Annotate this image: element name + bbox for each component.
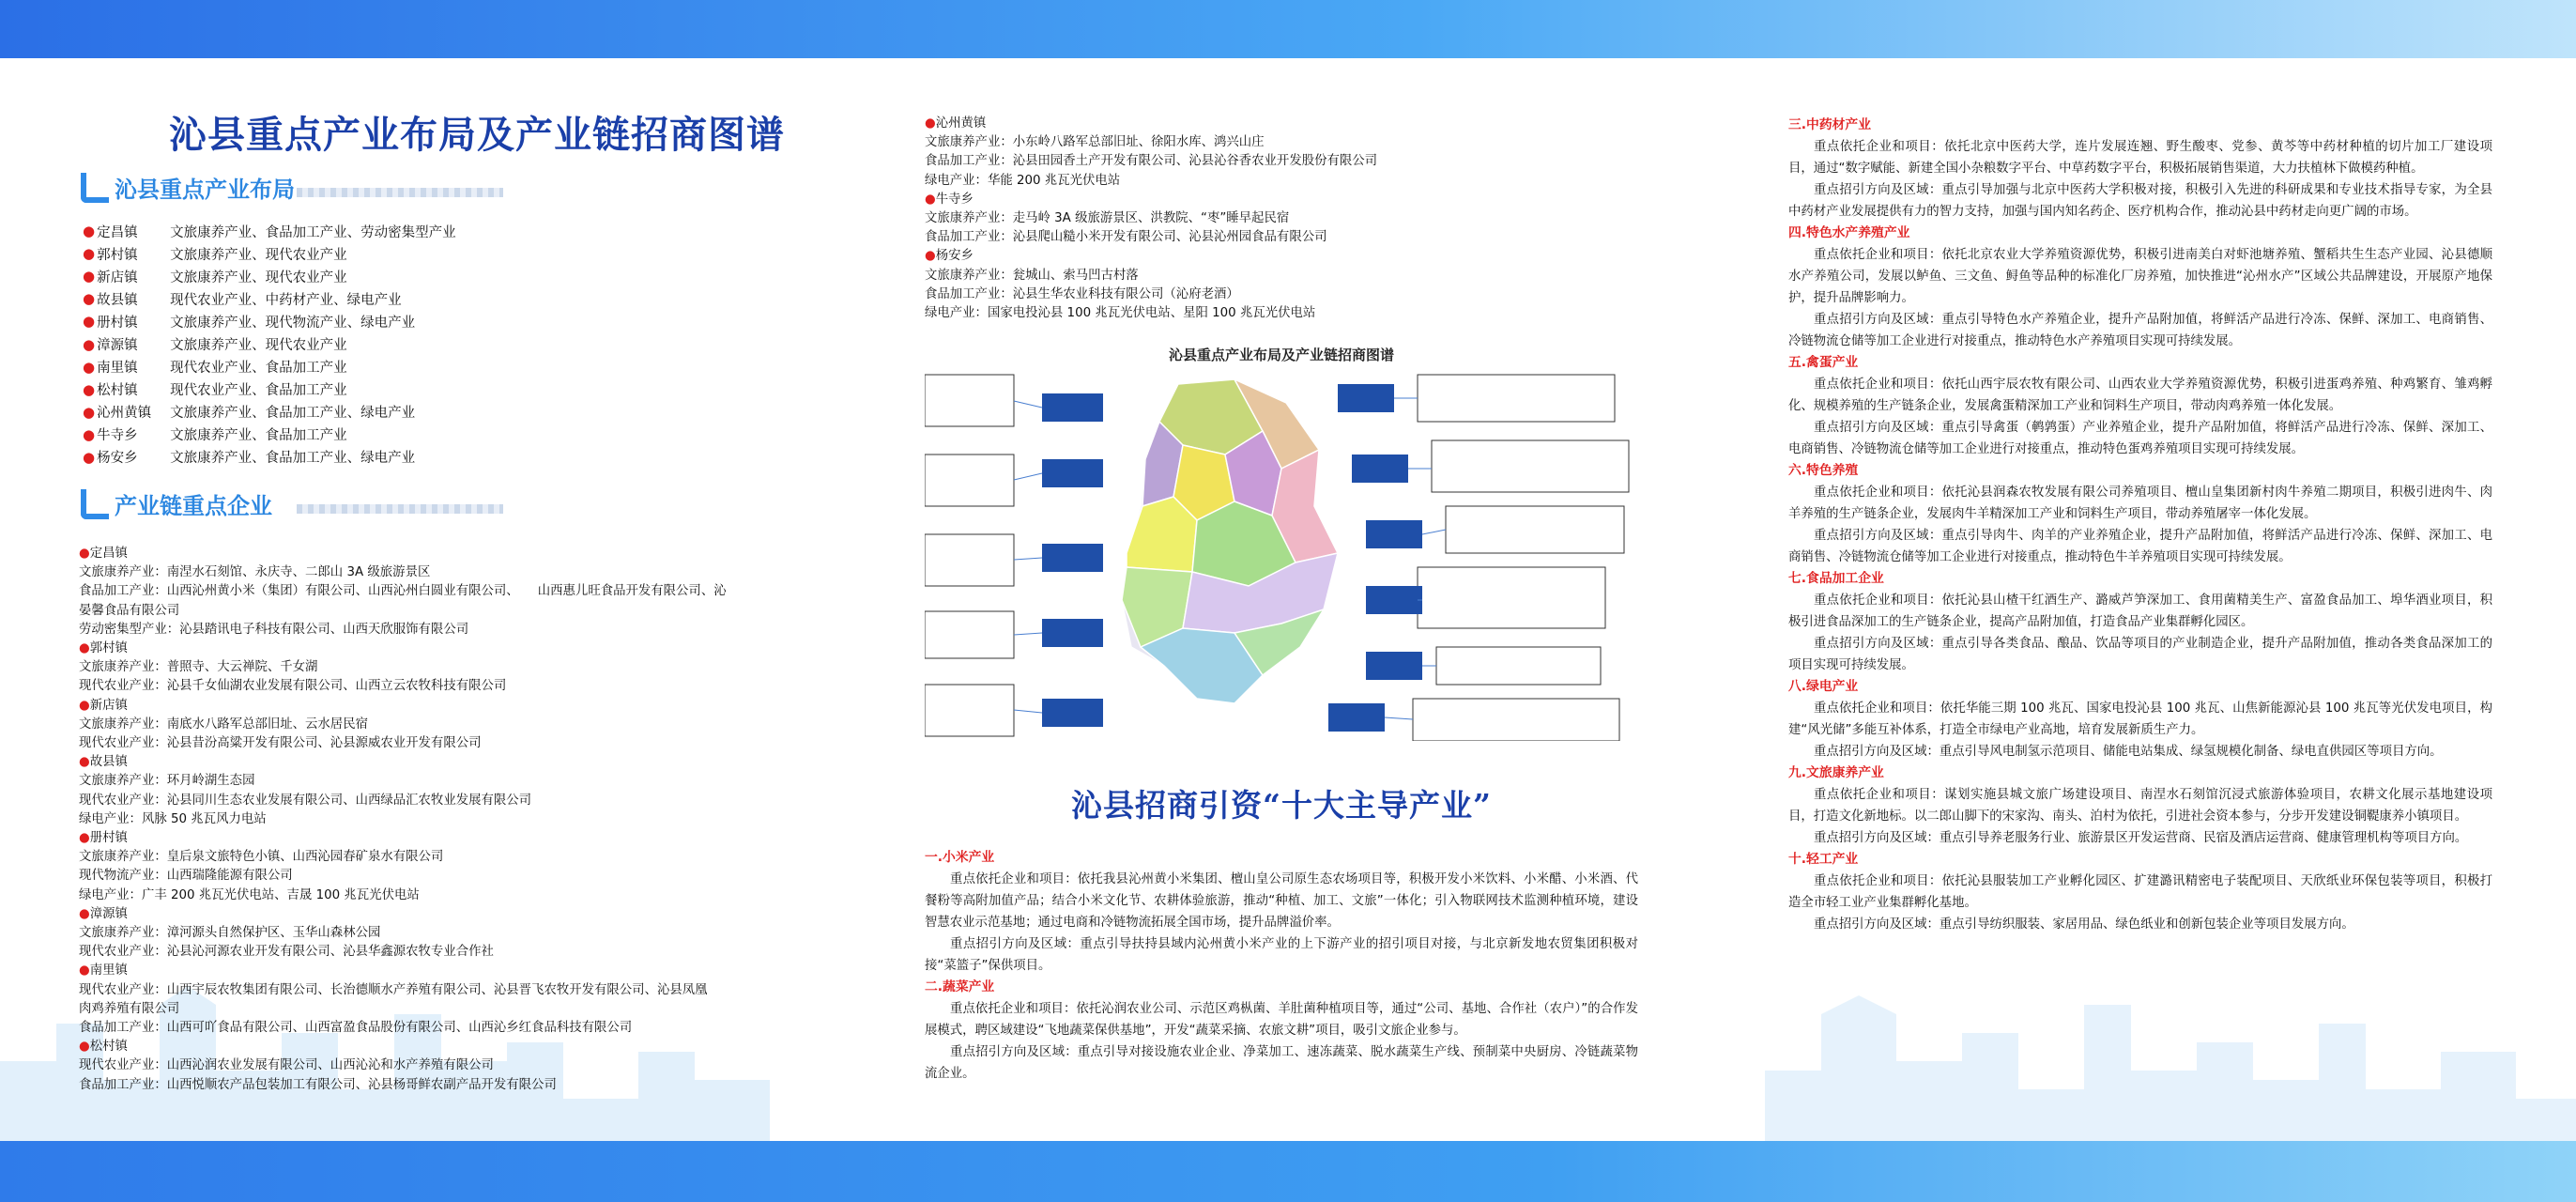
enterprise-text: 现代农业产业：沁县同川生态农业发展有限公司、山西绿品汇农牧业发展有限公司 [79, 793, 532, 808]
bullet-dot-icon: ● [79, 963, 90, 979]
town-industries: 文旅康养产业、食品加工产业、绿电产业 [170, 451, 416, 467]
enterprise-text: 食品加工产业：沁县爬山糙小米开发有限公司、沁县沁州园食品有限公司 [925, 230, 1327, 245]
enterprise-text: 晏馨食品有限公司 [79, 603, 180, 618]
town-heading [925, 115, 1648, 133]
bottom-banner [0, 1141, 2576, 1202]
industry-heading: 二.蔬菜产业 [925, 979, 995, 994]
industry-paragraph: 重点依托企业和项目：谋划实施县城文旅广场建设项目、南涅水石刻馆沉浸式旅游体验项目，农耕文化展示基地建设项目，打造文化新地标。以二郎山脚下的宋家沟、南头、泊村为依托，引进社会资本参与，分步开发建设铜鞮康养小镇项目。 [1788, 788, 2492, 824]
industry-paragraph: 重点依托企业和项目：依托华能三期 100 兆瓦、国家电投沁县 100 兆瓦、山焦新能源沁县 100 兆瓦等光伏发电项目，构建“风光储”多能互补体系，打造全市绿电产业高地，培育发展新质生产力。 [1788, 701, 2492, 737]
town-name: 定昌镇 [97, 224, 138, 240]
town-industries: 文旅康养产业、食品加工产业、劳动密集型产业 [170, 224, 456, 240]
bullet-dot-icon: ● [83, 223, 96, 240]
town-industry-list [83, 220, 646, 469]
town-heading [925, 191, 1648, 209]
town-name: 故县镇 [97, 292, 138, 308]
enterprise-line [79, 810, 820, 829]
enterprise-text: 文旅康养产业：皇后泉文旅特色小镇、山西沁园春矿泉水有限公司 [79, 850, 444, 865]
ten-industries-title: 沁县招商引资“十大主导产业” [1071, 787, 1492, 824]
enterprise-line [79, 848, 820, 867]
town-row [83, 401, 646, 424]
town-name: 故县镇 [89, 755, 128, 770]
enterprise-text: 现代农业产业：山西宇辰农牧集团有限公司、长治德顺水产养殖有限公司、沁县晋飞农牧开发有限公司、沁县凤凰 [79, 982, 708, 997]
section-header-layout [81, 169, 522, 207]
section-bracket-icon [81, 489, 109, 519]
enterprise-text: 劳动密集型产业：沁县踏讯电子科技有限公司、山西天欣服饰有限公司 [79, 622, 469, 637]
industry-paragraph: 重点招引方向及区域：重点引导加强与北京中医药大学积极对接，积极引入先进的科研成果和专业技术指导专家，为全县中药材产业发展提供有力的智力支持，加强与国内知名药企、医疗机构合作，推动沁县中药材走向更广阔的市场。 [1788, 183, 2492, 219]
section-bracket-icon [81, 173, 109, 203]
town-industries: 文旅康养产业、现代农业产业 [170, 247, 347, 263]
map-label-box [1446, 506, 1624, 553]
town-name: 定昌镇 [89, 547, 128, 561]
industry-paragraph: 重点招引方向及区域：重点引导禽蛋（鹌鹑蛋）产业养殖企业，提升产品附加值，将鲜活产品进行冷冻、保鲜、深加工、电商销售、冷链物流仓储等加工企业进行对接重点，推动特色蛋鸡养殖项目实现可持续发展。 [1788, 421, 2492, 456]
middle-column [925, 58, 1648, 1141]
bullet-dot-icon: ● [83, 245, 96, 263]
industry-map-figure [925, 345, 1638, 739]
town-heading [79, 545, 820, 563]
enterprise-line [925, 133, 1648, 152]
enterprise-line [79, 1019, 820, 1038]
section-title: 沁县重点产业布局 [115, 177, 295, 203]
industry-paragraph: 重点依托企业和项目：依托沁县山楂干红酒生产、潞威芦笋深加工、食用菌精美生产、富盈食品加工、埠华酒业项目，积极引进食品深加工的生产链条企业，提高产品附加值，打造食品产业集群孵化园区。 [1788, 593, 2492, 629]
town-row [83, 220, 646, 242]
bullet-dot-icon: ● [925, 192, 936, 207]
enterprise-line [79, 582, 820, 601]
town-name: 郭村镇 [97, 247, 138, 263]
enterprise-line [79, 1000, 820, 1019]
enterprise-text: 文旅康养产业：漳河源头自然保护区、玉华山森林公园 [79, 926, 381, 941]
industry-heading: 五.禽蛋产业 [1788, 355, 1859, 370]
industry-heading: 三.中药材产业 [1788, 117, 1872, 132]
enterprise-line [79, 621, 820, 640]
enterprise-line [79, 1056, 820, 1075]
bullet-dot-icon: ● [83, 290, 96, 308]
page-title: 沁县重点产业布局及产业链招商图谱 [169, 113, 785, 157]
enterprise-line [79, 677, 820, 696]
enterprise-text: 绿电产业：风脉 50 兆瓦风力电站 [79, 811, 267, 826]
town-industries: 文旅康养产业、食品加工产业、绿电产业 [170, 406, 416, 422]
industry-paragraph: 重点招引方向及区域：重点引导对接设施农业企业、净菜加工、速冻蔬菜、脱水蔬菜生产线、预制菜中央厨房、冷链蔬菜物流企业。 [925, 1045, 1638, 1081]
map-label-box [1436, 647, 1601, 685]
bullet-dot-icon: ● [83, 335, 96, 353]
town-name: 牛寺乡 [935, 192, 974, 207]
enterprise-text: 文旅康养产业：普照寺、大云禅院、千女湖 [79, 660, 318, 675]
town-industries: 文旅康养产业、食品加工产业 [170, 428, 347, 444]
enterprise-text: 食品加工产业：山西沁州黄小米（集团）有限公司、山西沁州白圆业有限公司、 山西惠儿旺食品开发有限公司、沁 [79, 584, 727, 599]
town-heading [79, 829, 820, 848]
map-label-box [925, 455, 1014, 506]
town-name: 郭村镇 [89, 641, 128, 656]
industry-heading: 七.食品加工企业 [1788, 571, 1884, 586]
enterprise-text: 文旅康养产业：走马岭 3A 级旅游景区、洪教院、“枣”睡早起民宿 [925, 211, 1290, 226]
enterprise-line [925, 228, 1648, 247]
town-name: 南里镇 [89, 963, 128, 979]
town-industries: 现代农业产业、食品加工产业 [170, 383, 347, 399]
enterprise-line [79, 981, 820, 1000]
industry-heading: 四.特色水产养殖产业 [1788, 225, 1910, 240]
top-banner [0, 0, 2576, 58]
enterprise-line [925, 152, 1648, 171]
enterprise-line [925, 304, 1648, 323]
enterprise-line [79, 602, 820, 621]
enterprise-text: 现代农业产业：沁县昔汾高粱开发有限公司、沁县源威农业开发有限公司 [79, 736, 482, 751]
enterprise-text: 现代农业产业：沁县沁河源农业开发有限公司、沁县华鑫源农牧专业合作社 [79, 945, 494, 960]
enterprise-line [79, 734, 820, 753]
town-name: 杨安乡 [97, 451, 138, 467]
town-name: 漳源镇 [89, 906, 128, 921]
town-name: 册村镇 [97, 315, 138, 331]
industry-paragraph: 重点依托企业和项目：依托沁县润森农牧发展有限公司养殖项目、檀山皇集团新村肉牛养殖二期项目，积极引进肉牛、肉羊养殖的生产链条企业，发展肉牛羊精深加工产业和饲料生产项目，带动养殖屠宰一体化发展。 [1788, 485, 2492, 521]
enterprise-line [925, 267, 1648, 285]
section-stripe [297, 188, 503, 197]
left-column [66, 58, 817, 1141]
bullet-dot-icon: ● [925, 249, 936, 264]
enterprise-list-continued [925, 115, 1648, 323]
section-title: 产业链重点企业 [115, 493, 272, 519]
enterprise-text: 文旅康养产业：环月岭湖生态园 [79, 774, 255, 789]
bullet-dot-icon: ● [83, 313, 96, 331]
town-name: 漳源镇 [97, 338, 138, 354]
town-industries: 文旅康养产业、现代物流产业、绿电产业 [170, 315, 416, 331]
enterprise-text: 文旅康养产业：小东岭八路军总部旧址、徐阳水库、鸿兴山庄 [925, 135, 1265, 150]
town-industries: 文旅康养产业、现代农业产业 [170, 270, 347, 285]
bullet-dot-icon: ● [79, 906, 90, 921]
enterprise-text: 绿电产业：华能 200 兆瓦光伏电站 [925, 173, 1121, 188]
town-row [83, 378, 646, 401]
bullet-dot-icon: ● [79, 547, 90, 561]
bullet-dot-icon: ● [79, 1040, 90, 1055]
bullet-dot-icon: ● [79, 755, 90, 770]
town-name: 杨安乡 [935, 249, 974, 264]
ten-industries-text-part2 [1788, 115, 2492, 935]
enterprise-text: 现代农业产业：沁县千女仙湖农业发展有限公司、山西立云农牧科技有限公司 [79, 679, 507, 694]
enterprise-line [79, 772, 820, 791]
bullet-dot-icon: ● [79, 641, 90, 656]
enterprise-text: 绿电产业：国家电投沁县 100 兆瓦光伏电站、星阳 100 兆瓦光伏电站 [925, 306, 1316, 321]
bullet-dot-icon: ● [79, 831, 90, 846]
enterprise-line [79, 658, 820, 677]
industry-heading: 六.特色养殖 [1788, 463, 1859, 478]
enterprise-text: 食品加工产业：山西可吖食品有限公司、山西富盈食品股份有限公司、山西沁乡红食品科技有限公司 [79, 1021, 633, 1036]
enterprise-text: 现代物流产业：山西瑞隆能源有限公司 [79, 869, 293, 884]
bullet-dot-icon: ● [83, 425, 96, 443]
industry-paragraph: 重点招引方向及区域：重点引导纺织服装、家居用品、绿色纸业和创新包装企业等项目发展方向。 [1814, 917, 2354, 932]
industry-paragraph: 重点招引方向及区域：重点引导养老服务行业、旅游景区开发运营商、民宿及酒店运营商、健康管理机构等项目方向。 [1814, 831, 2468, 845]
enterprise-line [79, 886, 820, 905]
map-label-box [925, 375, 1014, 426]
bullet-dot-icon: ● [925, 116, 936, 131]
map-title: 沁县重点产业布局及产业链招商图谱 [1168, 347, 1394, 363]
enterprise-text: 文旅康养产业：瓮城山、索马凹古村落 [925, 268, 1139, 283]
county-map [925, 365, 1638, 741]
enterprise-line [79, 924, 820, 943]
industry-heading: 八.绿电产业 [1788, 679, 1859, 694]
town-heading [79, 1038, 820, 1056]
industry-paragraph: 重点依托企业和项目：依托沁县服装加工产业孵化园区、扩建潞讯精密电子装配项目、天欣纸业环保包装等项目，积极打造全市轻工业产业集群孵化基地。 [1788, 874, 2492, 910]
enterprise-line [925, 285, 1648, 304]
map-label-box [925, 611, 1014, 658]
town-heading [79, 753, 820, 772]
industry-paragraph: 重点招引方向及区域：重点引导风电制氢示范项目、储能电站集成、绿氢规模化制备、绿电直供园区等项目方向。 [1814, 745, 2443, 759]
enterprise-text: 文旅康养产业：南底水八路军总部旧址、云水居民宿 [79, 717, 368, 732]
town-industries: 现代农业产业、中药材产业、绿电产业 [170, 292, 402, 308]
town-row [83, 287, 646, 310]
industry-paragraph: 重点依托企业和项目：依托北京农业大学养殖资源优势，积极引进南美白对虾池塘养殖、蟹稻共生生态产业园、沁县德顺水产养殖公司，发展以鲈鱼、三文鱼、鲟鱼等品种的标准化厂房养殖，加快推进“沁州水产”区域公共品牌建设，开展原产地保护，提升品牌影响力。 [1788, 248, 2492, 305]
bullet-dot-icon: ● [83, 380, 96, 398]
town-row [83, 356, 646, 378]
industry-paragraph: 重点依托企业和项目：依托我县沁州黄小米集团、檀山皇公司原生态农场项目等，积极开发小米饮料、小米醋、小米酒、代餐粉等高附加值产品；结合小米文化节、农耕体验旅游，推动“种植、加工、文旅”一体化；引入物联网技术监测种植环境，建设智慧农业示范基地；通过电商和冷链物流拓展全国市场，提升品牌溢价率。 [925, 872, 1638, 930]
map-label-box [1432, 440, 1629, 492]
industry-paragraph: 重点依托企业和项目：依托山西宇辰农牧有限公司、山西农业大学养殖资源优势，积极引进蛋鸡养殖、种鸡繁育、雏鸡孵化、规模养殖的生产链条企业，发展禽蛋精深加工产业和饲料生产项目，带动肉鸡养殖一体化发展。 [1788, 378, 2492, 413]
industry-paragraph: 重点招引方向及区域：重点引导各类食品、酿品、饮品等项目的产业制造企业，提升产品附加值，推动各类食品深加工的项目实现可持续发展。 [1788, 637, 2492, 672]
town-name: 松村镇 [97, 383, 138, 399]
town-name: 松村镇 [89, 1040, 128, 1055]
town-name: 沁州黄镇 [97, 406, 152, 422]
bullet-dot-icon: ● [79, 698, 90, 713]
industry-paragraph: 重点依托企业和项目：依托沁润农业公司、示范区鸡枞菌、羊肚菌种植项目等，通过“公司、基地、合作社（农户）”的合作发展模式，聘区域建设“飞地蔬菜保供基地”，开发“蔬菜采摘、农旅文耕”项目，吸引文旅企业参与。 [925, 1002, 1638, 1038]
industry-heading: 十.轻工产业 [1788, 852, 1859, 867]
enterprise-line [79, 943, 820, 962]
town-heading [925, 247, 1648, 266]
industry-paragraph: 重点招引方向及区域：重点引导特色水产养殖企业，提升产品附加值，将鲜活产品进行冷冻、保鲜、深加工、电商销售、冷链物流仓储等加工企业进行对接重点，推动特色水产养殖项目实现可持续发展。 [1788, 313, 2492, 348]
town-row [83, 332, 646, 355]
town-heading [79, 962, 820, 980]
town-heading [79, 697, 820, 716]
industry-paragraph: 重点依托企业和项目：依托北京中医药大学，连片发展连翘、野生酸枣、党参、黄芩等中药材种植的切片加工厂建设项目，通过“数字赋能、新建全国小杂粮数字平台、中草药数字平台，积极拓展销售渠道，大力扶植林下做模药种植。 [1788, 140, 2492, 176]
enterprise-line [79, 1076, 820, 1095]
town-name: 牛寺乡 [97, 428, 138, 444]
town-name: 新店镇 [89, 698, 128, 713]
map-label-box [925, 534, 1014, 586]
town-industries: 文旅康养产业、现代农业产业 [170, 338, 347, 354]
town-heading [79, 905, 820, 924]
enterprise-text: 食品加工产业：沁县生华农业科技有限公司（沁府老酒） [925, 286, 1239, 301]
industry-paragraph: 重点招引方向及区域：重点引导肉牛、肉羊的产业养殖企业，提升产品附加值，将鲜活产品进行冷冻、保鲜、深加工、电商销售、冷链物流仓储等加工企业进行对接重点，推动特色牛羊养殖项目实现可持续发展。 [1788, 529, 2492, 564]
town-row [83, 265, 646, 287]
industry-paragraph: 重点招引方向及区域：重点引导扶持县域内沁州黄小米产业的上下游产业的招引项目对接，与北京新发地农贸集团积极对接“菜篮子”保供项目。 [925, 937, 1638, 973]
town-name: 沁州黄镇 [935, 116, 987, 131]
enterprise-line [79, 792, 820, 810]
town-row [83, 310, 646, 332]
town-heading [79, 640, 820, 658]
bullet-dot-icon: ● [83, 268, 96, 285]
right-column [1788, 58, 2492, 1141]
enterprise-line [79, 867, 820, 886]
enterprise-line [925, 172, 1648, 191]
map-label-box [1418, 567, 1605, 628]
enterprise-text: 绿电产业：广丰 200 兆瓦光伏电站、吉晟 100 兆瓦光伏电站 [79, 887, 420, 902]
map-label-box [1413, 699, 1619, 741]
enterprise-list [79, 545, 820, 1095]
bullet-dot-icon: ● [83, 448, 96, 466]
ten-industries-text-part1 [925, 847, 1638, 1085]
enterprise-text: 现代农业产业：山西沁润农业发展有限公司、山西沁沁和水产养殖有限公司 [79, 1058, 494, 1073]
town-name: 册村镇 [89, 831, 128, 846]
town-row [83, 446, 646, 469]
town-name: 新店镇 [97, 270, 138, 285]
bullet-dot-icon: ● [83, 403, 96, 421]
bullet-dot-icon: ● [83, 358, 96, 376]
town-industries: 现代农业产业、食品加工产业 [170, 361, 347, 377]
enterprise-line [79, 563, 820, 582]
industry-heading: 一.小米产业 [925, 850, 995, 865]
industry-heading: 九.文旅康养产业 [1788, 765, 1884, 780]
enterprise-text: 肉鸡养殖有限公司 [79, 1001, 180, 1016]
enterprise-line [79, 716, 820, 734]
enterprise-text: 食品加工产业：沁县田园香土产开发有限公司、沁县沁谷香农业开发股份有限公司 [925, 154, 1378, 169]
enterprise-text: 食品加工产业：山西悦顺农产品包装加工有限公司、沁县杨哥鲜农副产品开发有限公司 [79, 1077, 557, 1092]
section-stripe [297, 504, 503, 514]
town-row [83, 242, 646, 265]
map-label-box [925, 685, 1014, 736]
map-label-box [1418, 375, 1615, 422]
town-row [83, 424, 646, 446]
enterprise-line [925, 209, 1648, 228]
section-header-enterprises [81, 485, 522, 523]
enterprise-text: 文旅康养产业：南涅水石刻馆、永庆寺、二郎山 3A 级旅游景区 [79, 565, 431, 580]
town-name: 南里镇 [97, 361, 138, 377]
